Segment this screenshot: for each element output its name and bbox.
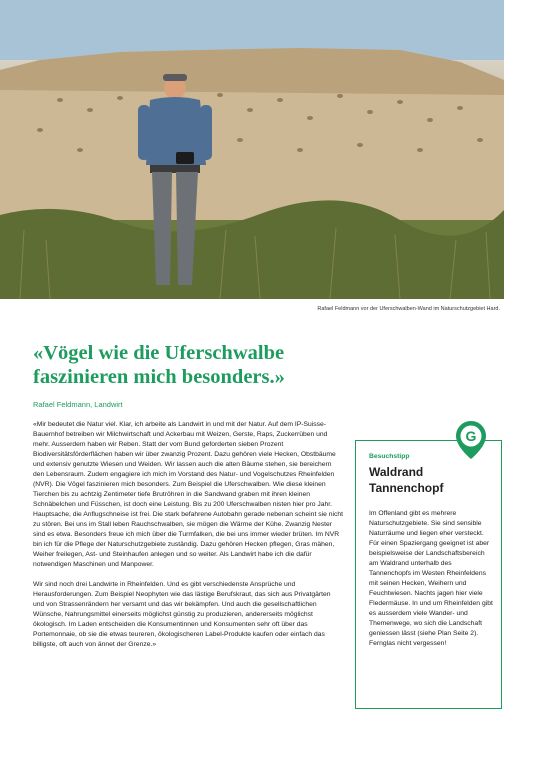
article-headline: «Vögel wie die Uferschwalbe faszinieren mich besonders.» <box>33 342 285 388</box>
visit-tip-text: Im Offenland gibt es mehrere Naturschutzgebiete. Sie sind sensible Naturräume und liegen eher versteckt. Für einen Spaziergang geeignet ist aber beispielsweise der Landschaftsbereich am Waldrand unterhalb des Tannenchopfs im Westen Rheinfeldens mit seinen Hecken, Weihern und Feuchtwiesen. Nachts jagen hier viele Fledermäuse. In und um Rheinfelden gibt es ausserdem viele Wander- und Themenwege, wo sich die Landschaft geniessen lässt (siehe Plan Seite 2). Fernglas nicht vergessen! <box>369 510 493 647</box>
visit-tip-kicker: Besuchstipp <box>369 453 410 460</box>
map-pin-letter: G <box>465 428 477 444</box>
photo-caption: Rafael Feldmann vor der Uferschwalben-Wand im Naturschutzgebiet Hard. <box>317 306 500 312</box>
article-paragraph: Wir sind noch drei Landwirte in Rheinfelden. Und es gibt verschiedenste Ansprüche und Herausforderungen. Zum Beispiel Neophyten wie das lästige Berufskraut, das sich aus Privatgärten und von Strassenrändern her versamt und das wir bekämpfen. Und auch die gesellschaftlichen Wünsche, Nahrungsmittel einerseits möglichst günstig zu produzieren, andererseits möglichst ökologisch. Im Laden entscheiden die Konsumentinnen und Konsumenten sehr oft über das Portemonnaie, ob sie die etwas teureren, ökologischeren Label-Produkte kaufen oder einfach das billigste, oft auch von ännet der Grenze.» <box>33 581 331 648</box>
article-body <box>33 420 343 650</box>
visit-tip-box <box>355 440 502 709</box>
photo-scene <box>0 0 504 299</box>
article-byline: Rafael Feldmann, Landwirt <box>33 400 123 409</box>
map-pin-icon <box>455 420 487 460</box>
article-paragraph: «Mir bedeutet die Natur viel. Klar, ich arbeite als Landwirt in und mit der Natur. Auf dem IP-Suisse-Bauernhof betreiben wir Milchwirtschaft und Ackerbau mit Weizen, Gerste, Raps, Zuckerrüben und mehr. Ausserdem haben wir Reben. Statt der vom Bund geforderten sieben Prozent Biodiversitätsförderflächen haben wir über zwanzig Prozent. Dazu gehören viele Hecken, Obstbäume und extensiv genutzte Wiesen und Weiden. Wir lassen auch die alten Bäume stehen, sie bereichern den Lebensraum. Zudem engagiere ich mich im Vorstand des Natur- und Vogelschutzes Rheinfelden (NVR). Die Vögel faszinieren mich besonders. Zum Beispiel die Uferschwalben. Wie diese kleinen Tierchen bis zu achtzig Zentimeter tiefe Brutröhren in die Sandwand graben mit ihren kleinen Schnäbelchen und Füsschen, ist doch eine Leistung. Bis zu 200 Uferschwalben nisten hier pro Jahr. Hauptsache, die Anflugschneise ist frei. Die stark befahrene Autobahn gerade nebenan scheint sie nicht zu stören. Bei uns im Stall leben Rauchschwalben, sie mögen die Wärme der Kühe. Zwanzig Nester sind es etwa. Besonders freue ich mich über die Turmfalken, die bei uns immer wieder brüten. Im NVR bin ich für die Pflege der Naturschutzgebiete zuständig. Dazu gehören Hecken pflegen, Gras mähen, Weiher freilegen, Ast- und Steinhaufen anlegen und so weiter. Als Landwirt habe ich die dafür notwendigen Maschinen und Manpower. <box>33 421 343 568</box>
visit-tip-title: Waldrand Tannenchopf <box>369 465 444 495</box>
hero-photo <box>0 0 504 299</box>
